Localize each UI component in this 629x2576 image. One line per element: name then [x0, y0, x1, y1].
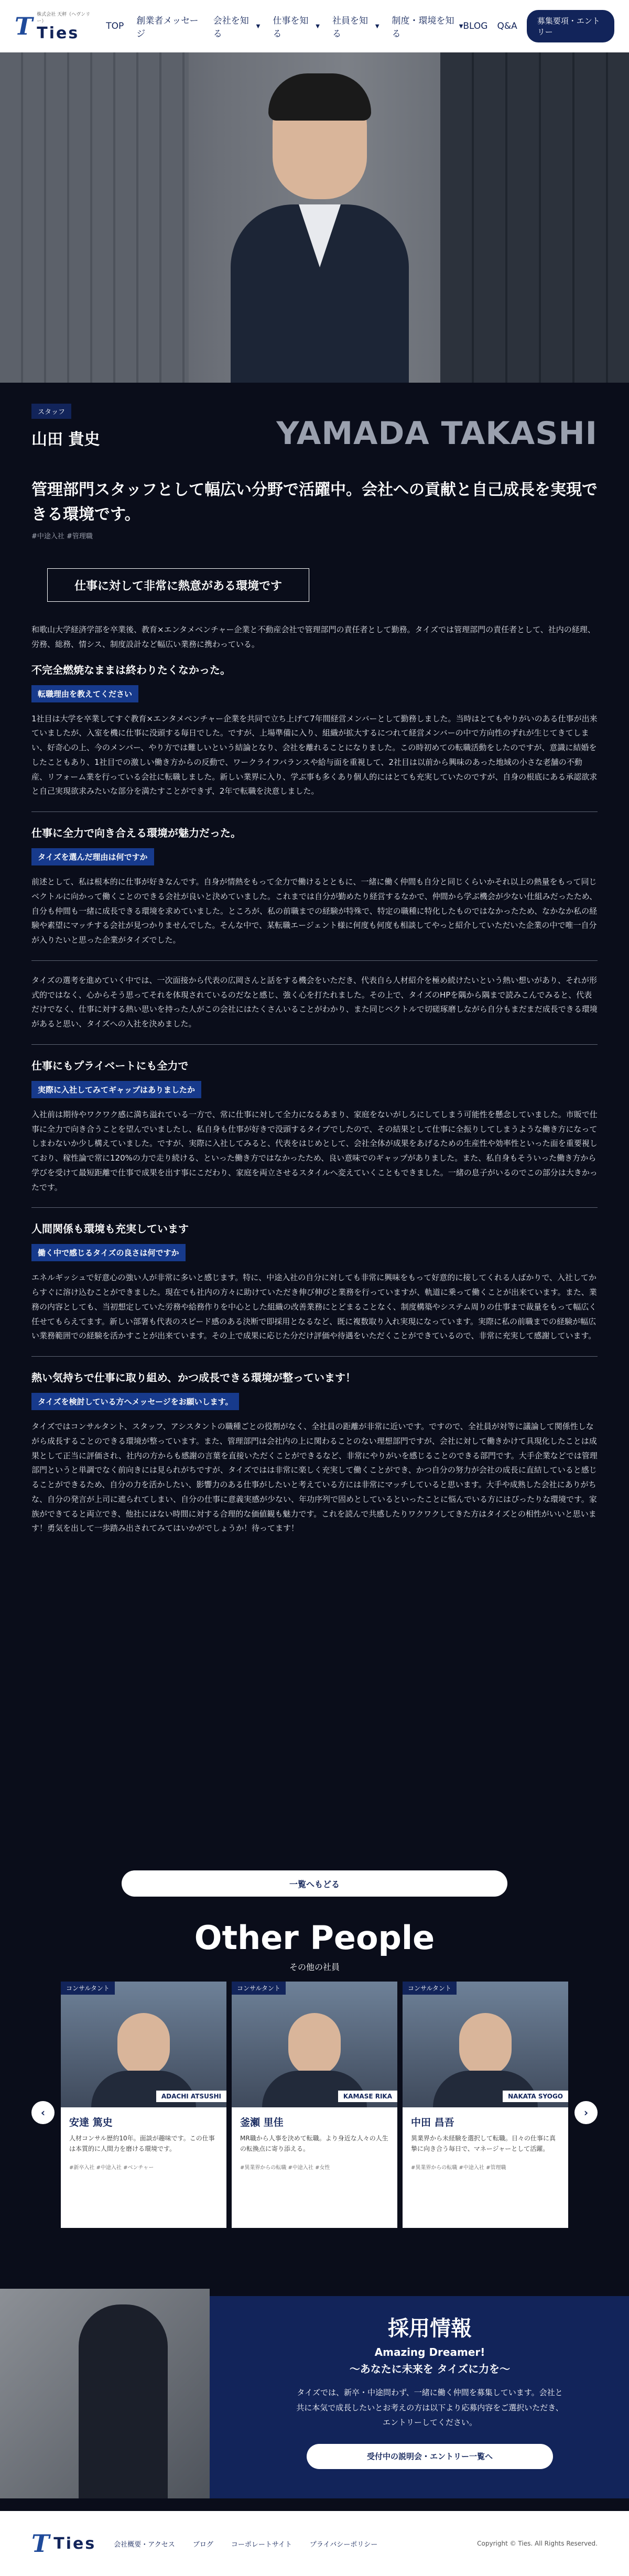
divider: [31, 1044, 598, 1045]
building-background: [0, 52, 189, 383]
question-2: タイズを選んだ理由は何ですか: [31, 848, 154, 865]
site-header: [0, 0, 629, 52]
footer-link-corporate[interactable]: コーポレートサイト: [231, 2540, 292, 2549]
site-footer: [0, 2511, 629, 2576]
employee-name-en: YAMADA TAKASHI: [276, 415, 598, 452]
other-people-title: Other People: [194, 1919, 435, 1957]
copyright: Copyright © Ties. All Rights Reserved.: [477, 2540, 598, 2547]
employee-portrait: [231, 73, 409, 383]
footer-link-company[interactable]: 会社概要・アクセス: [114, 2540, 175, 2549]
nav-system[interactable]: 制度・環境を知る ▼: [392, 16, 463, 39]
nav-work[interactable]: 仕事を知る ▼: [273, 16, 320, 39]
main-nav: [106, 13, 463, 39]
nav-top[interactable]: TOP: [106, 21, 124, 31]
chevron-down-icon: ▼: [459, 23, 463, 29]
person-role-badge: コンサルタント: [403, 1982, 457, 1995]
person-photo: [403, 1982, 568, 2107]
person-tags: #異業界からの転職 #中途入社 #管理職: [411, 2164, 506, 2171]
recruit-section: [0, 2296, 629, 2498]
heading-3: 仕事にもプライベートにも全力で: [31, 1059, 189, 1072]
other-people-carousel: [61, 1982, 568, 2228]
person-description: 異業界から未経験を選択して転職。日々の仕事に真摯に向き合う毎日で、マネージャーとして活躍。: [411, 2135, 556, 2153]
profile-lead: 管理部門スタッフとして幅広い分野で活躍中。会社への貢献と自己成長を実現できる環境です。: [31, 481, 598, 524]
heading-1: 不完全燃焼なままは終わりたくなかった。: [31, 663, 231, 676]
site-logo[interactable]: [15, 10, 93, 42]
recruit-catch: Amazing Dreamer!: [374, 2346, 485, 2358]
person-card[interactable]: [403, 1982, 568, 2228]
person-name: 安達 篤史: [69, 2117, 113, 2128]
hero-photo: [0, 52, 629, 383]
nav-founder-message[interactable]: 創業者メッセージ: [136, 16, 199, 39]
nav-blog[interactable]: BLOG: [463, 21, 488, 31]
person-tags: #新卒入社 #中途入社 #ベンチャー: [69, 2164, 154, 2171]
intro-text: 和歌山大学経済学部を卒業後、教育×エンタメベンチャー企業と不動産会社で管理部門の責任者として勤務。タイズでは管理部門の責任者として、社内の経理、労務、総務、情シス、制度設計など幅広い業務に携わっている。: [31, 625, 595, 649]
person-role-badge: コンサルタント: [232, 1982, 286, 1995]
nav-staff[interactable]: 社員を知る ▼: [332, 16, 379, 39]
heading-4: 人間関係も環境も充実しています: [31, 1222, 189, 1236]
other-people-subtitle: その他の社員: [289, 1962, 340, 1972]
person-name: 釜瀬 里佳: [240, 2117, 284, 2128]
footer-logo[interactable]: [31, 2531, 96, 2556]
answer-2b: タイズの選考を進めていく中では、一次面接から代表の広岡さんと話をする機会をいただき、代表自ら人材紹介を極め続けたいという熱い想いがあり、それが形式的ではなく、心からそう思ってそれを体現されているのだなと感じ、強く心を打たれました。その上で、タイズのHPを隅から隅まで読みこんでみると、代表だけでなく、仕事に対する熱い思いを持った人がこの会社にはたくさんいることがわかり、また同じベクトルで切磋琢磨しながら自分もまだまだ成長できる環境があると思い、タイズへの入社を決めました。: [31, 975, 598, 1029]
section-title: 仕事に対して非常に熱意がある環境です: [47, 568, 309, 602]
employee-name: 山田 貴史: [31, 430, 100, 449]
answer-2a: 前述として、私は根本的に仕事が好きなんです。自身が情熱をもって全力で働けるとともに、一緒に働く仲間も自分と同じくらいかそれ以上の熱量をもって同じベクトルに向かって働くことのできる会社が良いと決めていました。これまでは自分が勤めたり経営するなかで、仲間から学ぶ機会が少ない仕組みだったため、自分も仲間も一緒に成長できる環境を求めていました。ところが、私の前職までの経験が特殊で、特定の職種に特化したものではなかったため、なかなか私の経験や素望にマッチする会社が見つかりませんでした。そんな中で、某転職エージェント様に何度も何度も相談してやっと紹介していただいた企業の中で唯一自分が入りたいと思った企業がタイズでした。: [31, 877, 598, 945]
answer-3: 入社前は期待やワクワク感に満ち溢れている一方で、常に仕事に対して全力になるあまり、家庭をないがしろにしてしまう可能性を懸念していました。市販で仕事に全力で向き合うことを望んでいましたし、私自身も仕事が好きで没頭するタイプでしたので、その結果として仕事に全振りしてしまうような働き方になってしまわないか少し構えていました。ですが、実際に入社してみると、代表をはじめとして、会社全体が成果をあげるための生産性や効率性といった面を重要視しており、稼性論で常に120%の力で走り続ける、といった働き方ではなかったため、良い意味でのギャップがありました。また、私自身もそういった働き方から学びを受けて最短距離で仕事で成果を出す事にこだわり、家庭を両立させるスタイルへ変えていくこともできました。一緒の息子がいるのでこの部分は大きかったです。: [31, 1109, 598, 1192]
recruit-tagline: 〜あなたに未来を タイズに力を〜: [349, 2363, 511, 2375]
person-photo: [232, 1982, 397, 2107]
recruit-description: タイズでは、新卒・中途問わず、一緒に働く仲間を募集しています。会社と共に本気で成長したいとお考えの方は以下より応募内容をご選択いただき、エントリーしてください。: [296, 2388, 563, 2427]
person-name-en: KAMASE RIKA: [338, 2091, 397, 2102]
person-name-en: NAKATA SYOGO: [503, 2091, 568, 2102]
divider: [31, 1356, 598, 1357]
person-name-en: ADACHI ATSUSHI: [156, 2091, 226, 2102]
chevron-down-icon: ▼: [316, 23, 320, 29]
heading-2: 仕事に全力で向き合える環境が魅力だった。: [31, 827, 241, 839]
chevron-down-icon: ▼: [375, 23, 379, 29]
logo-name: Ties: [37, 24, 80, 42]
question-5: タイズを検討している方へメッセージをお願いします。: [31, 1393, 239, 1410]
nav-qa[interactable]: Q&A: [497, 21, 517, 31]
recruit-title: 採用情報: [388, 2317, 472, 2341]
recruit-entry-button[interactable]: 受付中の説明会・エントリー一覧へ: [307, 2444, 553, 2469]
interview-body: [31, 623, 598, 1536]
carousel-next-button[interactable]: ›: [574, 2101, 598, 2124]
footer-logo-name: Ties: [53, 2534, 96, 2553]
person-photo: [61, 1982, 226, 2107]
person-card[interactable]: [61, 1982, 226, 2228]
divider: [31, 960, 598, 961]
ties-logo-icon: T: [31, 2529, 50, 2558]
question-1: 転職理由を教えてください: [31, 685, 138, 702]
answer-1: 1社目は大学を卒業してすぐ教育×エンタメベンチャー企業を共同で立ち上げて7年間経営メンバーとして勤務しました。当時はとてもやりがいのある仕事が出来ていましたが、入室を機に仕事に没頭する毎日でした。ですが、上場準備に入り、組織が拡大するにつれて経営メンバーの中で方向性のずれが生じてきてしまい、好奇心の上、今のメンバー、やり方では難しいという結論となり、会社を離れることになりました。この時初めての転職活動をしたのですが、意識に結婚をしたこともあり、1社目での激しい働き方からの反動で、ワークライフバランスや給与面を重視して、2社目は以前から興味のあった地域の小さな老舗の不動産、リフォーム業を行っている会社に転職しました。新しい業界に入り、学ぶ事も多くあり個人的にはとても充実していたのですが、自身の根底にある承認欲求と自己実現欲求みたいな部分を満たすことができず、2年で転職を決意しました。: [31, 713, 598, 796]
person-role-badge: コンサルタント: [61, 1982, 115, 1995]
question-3: 実際に入社してみてギャップはありましたか: [31, 1081, 201, 1098]
nav-company[interactable]: 会社を知る ▼: [213, 16, 261, 39]
person-card[interactable]: [232, 1982, 397, 2228]
glass-background: [440, 52, 629, 383]
person-tags: #異業界からの転職 #中途入社 #女性: [240, 2164, 330, 2171]
job-type-badge: スタッフ: [31, 404, 71, 419]
ties-logo-icon: T: [15, 12, 33, 40]
profile-header: [31, 404, 598, 452]
question-4: 働く中で感じるタイズの良さは何ですか: [31, 1244, 186, 1261]
divider: [31, 811, 598, 812]
chevron-down-icon: ▼: [256, 23, 261, 29]
back-to-list-button[interactable]: 一覧へもどる: [122, 1870, 507, 1897]
carousel-prev-button[interactable]: ‹: [31, 2101, 55, 2124]
footer-link-privacy[interactable]: プライバシーポリシー: [309, 2540, 378, 2549]
recruit-photo: [0, 2289, 210, 2498]
profile-tags: #中途入社 #管理職: [31, 533, 93, 540]
entry-button[interactable]: 募集要項・エントリー: [527, 10, 614, 42]
person-description: MR職から人事を決めて転職。より身近な人々の人生の転換点に寄り添える。: [240, 2135, 388, 2153]
logo-subtitle: 株式会社 天秤（ヘヴンリー）: [37, 12, 91, 24]
answer-4: エネルギッシュで好意心の強い人が非常に多いと感じます。特に、中途入社の自分に対しても非常に興味をもって好意的に接してくれる人ばかりで、入社してからすぐに溶け込むことができました。現在でも社内の方々に助けていただき伸び伸びと業務を行っていますが、軌道に乗って働くことが出来ています。また、業務の内容としても、当初想定していた労務や給務作りを中心とした組織の改善業務にとどまることなく、制度構築やシステム周りの仕事まで裁量をもって幅広く任せてもらえてます。新しい部署も代表のスピード感のある決断で即採用となるなど、既に複数取り入れ実現になっています。実際に私の前職までの経験が幅広い業務範囲での経験を活かすことが出来ています。その上で成果に応じた分だけ評価や待遇をいただくことができているので、非常に充実して感謝しています。: [31, 1273, 597, 1341]
divider: [31, 1207, 598, 1208]
footer-link-blog[interactable]: ブログ: [192, 2540, 213, 2549]
person-name: 中田 昌吾: [411, 2117, 454, 2128]
heading-5: 熱い気持ちで仕事に取り組め、かつ成長できる環境が整っています！: [31, 1371, 356, 1384]
person-description: 人材コンサル歴約10年。面談が趣味です。この仕事は本質的に人間力を磨ける環境です。: [69, 2135, 215, 2153]
answer-5: タイズではコンサルタント、スタッフ、アシスタントの職種ごとの役割がなく、全社員の距離が非常に近いです。ですので、全社員が対等に議論して関係性しながら成長することのできる環境が整っています。また、管理部門は会社内の上に関わることのない理想部門ですが、会社に対して働きかけて具現化したことは成果として正当に評価され、社内の方からも感謝の言葉を直接いただくことができるなど、非常にやりがいを感じることのできる部門です。大手企業などでは管理部門というと単調でなく前向きには見られがちですが、タイズではは非常に楽しく充実して働くことができ、かつ自分の努力が会社の成長に直結していると感じることができるため、自分の力を活かしたい、影響力のある仕事がしたいと考えている方には非常にマッチしていると思います。大手や成熟した会社にありがちな、自分の発言が上司に遮られてしまい、自分の仕事に意義実感が少ない、年功序列で固めとしているといったことに悩んでいる方にはぴったりな環境です。家族ができてると両立でき、他社にはない時間に対する合理的な価値観も魅力です。これを読んで共感したりワクワクしてきた方はタイズとの相性がいいと思います！勇気を出して一歩踏み出されてみてはいかがでしょうか！待ってます！: [31, 1422, 598, 1533]
